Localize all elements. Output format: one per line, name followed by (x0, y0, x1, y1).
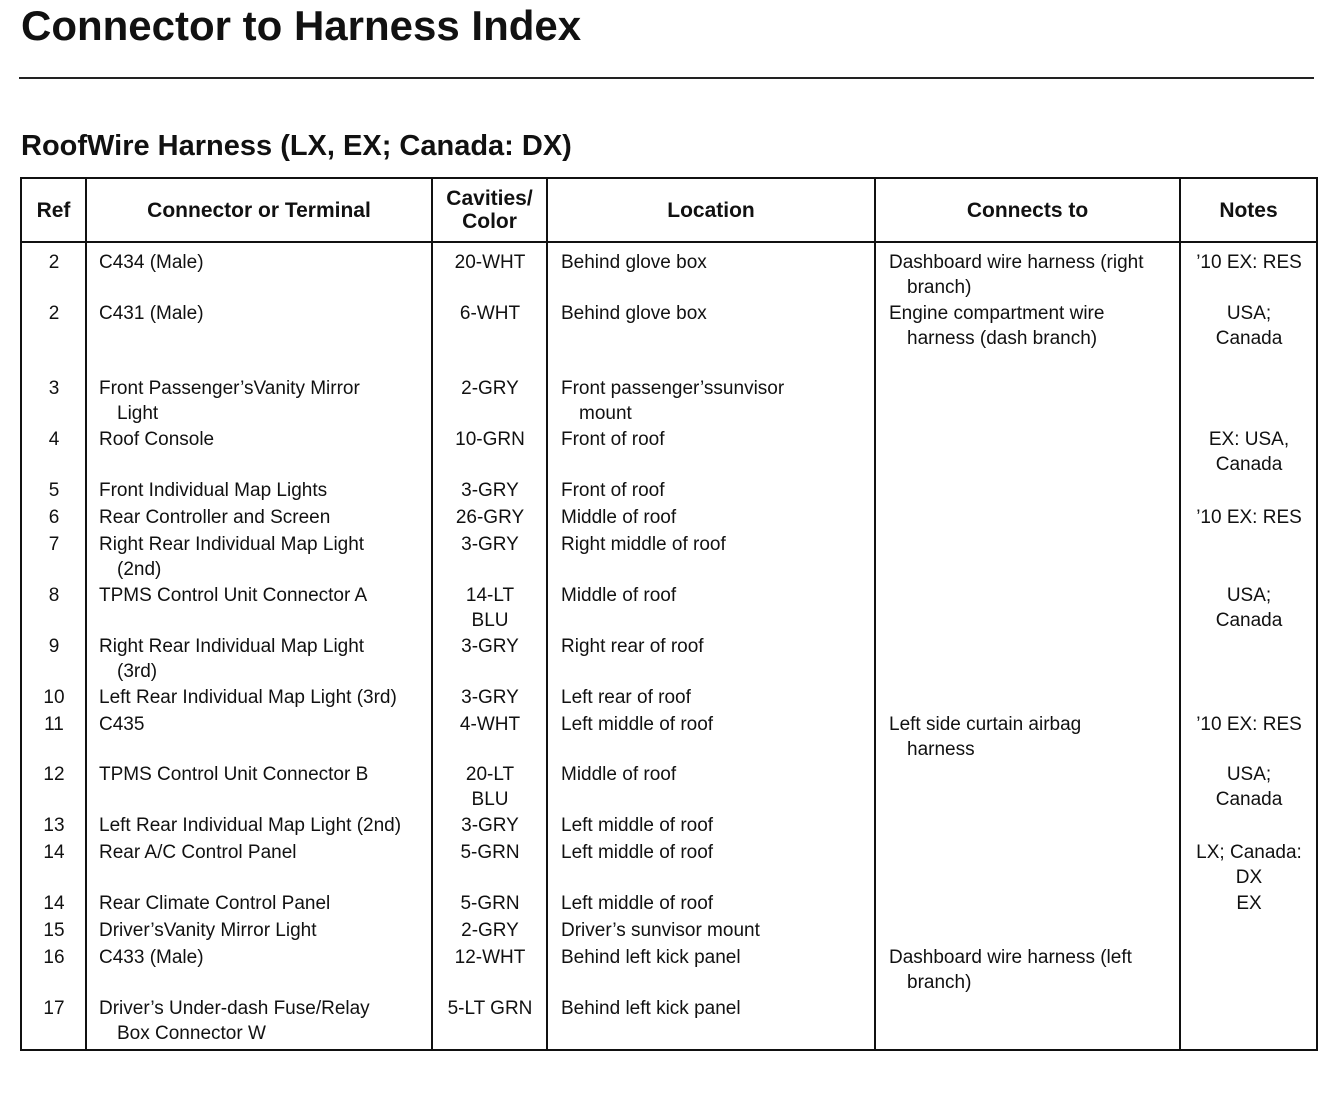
cell-text: 17 (43, 998, 65, 1019)
cell-cavities (434, 584, 546, 633)
cell-text: Left Rear Individual Map Light (3rd) (99, 687, 397, 708)
cell-location (561, 533, 871, 558)
cell-ref (22, 997, 86, 1022)
cell-text: 2-GRY (461, 378, 519, 399)
cell-text: 12-WHT (454, 947, 526, 968)
cell-text: C435 (99, 714, 145, 735)
cell-location (561, 713, 871, 738)
cell-text: 2 (48, 303, 60, 324)
cell-ref (22, 763, 86, 788)
cell-connector (99, 479, 429, 504)
cell-connector (99, 506, 429, 531)
cell-connects-to (889, 251, 1179, 300)
column-divider (874, 179, 876, 1049)
cell-text: Canada (1215, 609, 1283, 631)
cell-cavities (434, 763, 546, 812)
cell-connector (99, 377, 429, 426)
cell-location (561, 946, 871, 971)
cell-cavities (434, 506, 546, 531)
cell-text: Dashboard wire harness (left (889, 947, 1132, 968)
column-divider (546, 179, 548, 1049)
header-connector: Connector or Terminal (147, 198, 371, 222)
cell-ref (22, 506, 86, 531)
cell-text: 8 (48, 585, 60, 606)
cell-ref (22, 946, 86, 971)
cell-text: 3-GRY (461, 687, 519, 708)
cell-connector (99, 919, 429, 944)
cell-text: 7 (48, 534, 60, 555)
cell-notes (1182, 841, 1316, 890)
cell-text: Behind left kick panel (561, 998, 741, 1019)
cell-text: 2 (48, 252, 60, 273)
cell-ref (22, 686, 86, 711)
cell-text: 3-GRY (461, 636, 519, 657)
cell-text: Front passenger’ssunvisor (561, 378, 785, 399)
cell-text: 5-LT GRN (447, 998, 533, 1019)
header-divider (22, 241, 1316, 243)
cell-connector (99, 428, 429, 453)
cell-ref (22, 533, 86, 558)
cell-text: 5-GRN (460, 842, 520, 863)
cell-text: BLU (471, 609, 509, 631)
cell-text: Left middle of roof (561, 893, 714, 914)
cell-text: 5 (48, 480, 60, 501)
cell-connector (99, 686, 429, 711)
cell-text: 15 (43, 920, 65, 941)
cell-text: Canada (1215, 788, 1283, 810)
header-connects-to: Connects to (966, 198, 1089, 222)
cell-text: Driver’sVanity Mirror Light (99, 920, 317, 941)
cell-location (561, 763, 871, 788)
cell-notes (1182, 251, 1316, 276)
cell-text: Front of roof (561, 429, 665, 450)
cell-text: 5-GRN (460, 893, 520, 914)
cell-connects-to (889, 946, 1179, 995)
cell-text: Left side curtain airbag (889, 714, 1082, 735)
cell-text: harness (dash branch) (907, 327, 1098, 349)
cell-location (561, 251, 871, 276)
cell-location (561, 686, 871, 711)
cell-text: 13 (43, 815, 65, 836)
cell-text: Engine compartment wire (889, 303, 1105, 324)
cell-text: Rear Climate Control Panel (99, 893, 331, 914)
header-ref: Ref (36, 198, 71, 222)
cell-text: Middle of roof (561, 764, 677, 785)
cell-notes (1182, 892, 1316, 917)
cell-text: C433 (Male) (99, 947, 204, 968)
cell-cavities (434, 686, 546, 711)
cell-text: Driver’s sunvisor mount (561, 920, 760, 941)
cell-text: Behind left kick panel (561, 947, 741, 968)
cell-cavities (434, 892, 546, 917)
cell-text: Front Passenger’sVanity Mirror (99, 378, 360, 399)
cell-text: ’10 EX: RES (1196, 252, 1302, 273)
cell-text: 14 (43, 842, 65, 863)
cell-text: C434 (Male) (99, 252, 204, 273)
cell-cavities (434, 251, 546, 276)
cell-location (561, 506, 871, 531)
cell-connector (99, 946, 429, 971)
cell-text: Front of roof (561, 480, 665, 501)
cell-location (561, 479, 871, 504)
cell-ref (22, 479, 86, 504)
cell-cavities (434, 919, 546, 944)
cell-text: Left Rear Individual Map Light (2nd) (99, 815, 402, 836)
header-location: Location (667, 198, 755, 222)
header-notes: Notes (1219, 198, 1278, 222)
cell-text: Driver’s Under-dash Fuse/Relay (99, 998, 370, 1019)
cell-ref (22, 892, 86, 917)
cell-text: EX (1236, 893, 1262, 914)
cell-location (561, 892, 871, 917)
cell-ref (22, 814, 86, 839)
cell-text: USA; (1226, 764, 1272, 785)
cell-text: TPMS Control Unit Connector B (99, 764, 369, 785)
cell-text: 20-LT (465, 764, 515, 785)
cell-connects-to (889, 302, 1179, 351)
cell-cavities (434, 428, 546, 453)
cell-text: 3 (48, 378, 60, 399)
cell-text: Behind glove box (561, 252, 707, 273)
cell-ref (22, 584, 86, 609)
cell-cavities (434, 814, 546, 839)
cell-notes (1182, 584, 1316, 633)
cell-text: ’10 EX: RES (1196, 507, 1302, 528)
cell-text: BLU (471, 788, 509, 810)
cell-text: Box Connector W (117, 1022, 266, 1044)
cell-text: (2nd) (117, 558, 162, 580)
cell-text: 6-WHT (459, 303, 521, 324)
cell-text: ’10 EX: RES (1196, 714, 1302, 735)
cell-cavities (434, 533, 546, 558)
cell-ref (22, 428, 86, 453)
cell-location (561, 635, 871, 660)
cell-text: 4-WHT (459, 714, 521, 735)
cell-cavities (434, 713, 546, 738)
cell-text: 20-WHT (454, 252, 526, 273)
harness-table (20, 177, 1318, 1051)
cell-text: 4 (48, 429, 60, 450)
cell-ref (22, 635, 86, 660)
cell-text: TPMS Control Unit Connector A (99, 585, 368, 606)
cell-text: Canada (1215, 327, 1283, 349)
cell-text: Right middle of roof (561, 534, 726, 555)
cell-connector (99, 302, 429, 327)
cell-ref (22, 713, 86, 738)
cell-text: (3rd) (117, 660, 158, 682)
cell-text: Left middle of roof (561, 815, 714, 836)
cell-text: Light (117, 402, 159, 424)
cell-ref (22, 302, 86, 327)
cell-text: 14 (43, 893, 65, 914)
cell-location (561, 841, 871, 866)
cell-text: 3-GRY (461, 815, 519, 836)
cell-text: Middle of roof (561, 507, 677, 528)
cell-text: Rear A/C Control Panel (99, 842, 297, 863)
cell-notes (1182, 713, 1316, 738)
cell-ref (22, 377, 86, 402)
cell-text: harness (907, 738, 975, 760)
cell-cavities (434, 841, 546, 866)
cell-connector (99, 713, 429, 738)
cell-text: 26-GRY (455, 507, 525, 528)
cell-connector (99, 841, 429, 866)
cell-location (561, 584, 871, 609)
cell-text: 12 (43, 764, 65, 785)
cell-text: 3-GRY (461, 480, 519, 501)
cell-text: Behind glove box (561, 303, 707, 324)
cell-text: Right rear of roof (561, 636, 704, 657)
cell-text: 10 (43, 687, 65, 708)
cell-ref (22, 841, 86, 866)
cell-connector (99, 635, 429, 684)
cell-text: Left middle of roof (561, 842, 714, 863)
cell-text: 11 (44, 714, 64, 735)
cell-connector (99, 892, 429, 917)
cell-text: Roof Console (99, 429, 215, 450)
cell-text: EX: USA, (1208, 429, 1290, 450)
cell-notes (1182, 506, 1316, 531)
cell-location (561, 428, 871, 453)
cell-location (561, 919, 871, 944)
cell-text: Front Individual Map Lights (99, 480, 328, 501)
cell-text: Canada (1215, 453, 1283, 475)
cell-text: Middle of roof (561, 585, 677, 606)
cell-location (561, 997, 871, 1022)
cell-text: mount (579, 402, 632, 424)
cell-text: branch) (907, 276, 972, 298)
cell-text: 2-GRY (461, 920, 519, 941)
cell-text: 14-LT (465, 585, 515, 606)
cell-connector (99, 814, 429, 839)
page-title: Connector to Harness Index (21, 2, 582, 49)
cell-notes (1182, 763, 1316, 812)
column-divider (1179, 179, 1181, 1049)
cell-ref (22, 919, 86, 944)
cell-location (561, 814, 871, 839)
cell-connector (99, 251, 429, 276)
cell-location (561, 302, 871, 327)
header-cavities: Cavities/ Color (446, 187, 533, 233)
cell-text: Right Rear Individual Map Light (99, 636, 365, 657)
cell-text: USA; (1226, 303, 1272, 324)
cell-connector (99, 584, 429, 609)
title-divider (19, 77, 1314, 79)
cell-ref (22, 251, 86, 276)
cell-text: 3-GRY (461, 534, 519, 555)
cell-cavities (434, 635, 546, 660)
cell-connector (99, 763, 429, 788)
cell-connector (99, 533, 429, 582)
cell-notes (1182, 302, 1316, 351)
cell-text: USA; (1226, 585, 1272, 606)
cell-text: branch) (907, 971, 972, 993)
cell-cavities (434, 479, 546, 504)
cell-text: C431 (Male) (99, 303, 204, 324)
cell-connector (99, 997, 429, 1046)
cell-notes (1182, 428, 1316, 477)
cell-cavities (434, 946, 546, 971)
cell-text: 10-GRN (455, 429, 525, 450)
cell-connects-to (889, 713, 1179, 762)
column-divider (431, 179, 433, 1049)
cell-text: Left middle of roof (561, 714, 714, 735)
cell-text: Rear Controller and Screen (99, 507, 331, 528)
cell-text: Left rear of roof (561, 687, 691, 708)
cell-text: 16 (43, 947, 65, 968)
section-title: RoofWire Harness (LX, EX; Canada: DX) (21, 130, 572, 162)
cell-text: DX (1235, 866, 1263, 888)
cell-text: 6 (48, 507, 60, 528)
cell-cavities (434, 302, 546, 327)
cell-cavities (434, 377, 546, 402)
cell-text: 9 (48, 636, 60, 657)
cell-cavities (434, 997, 546, 1022)
cell-text: Right Rear Individual Map Light (99, 534, 365, 555)
cell-text: Dashboard wire harness (right (889, 252, 1144, 273)
cell-location (561, 377, 871, 426)
cell-text: LX; Canada: (1196, 842, 1302, 863)
